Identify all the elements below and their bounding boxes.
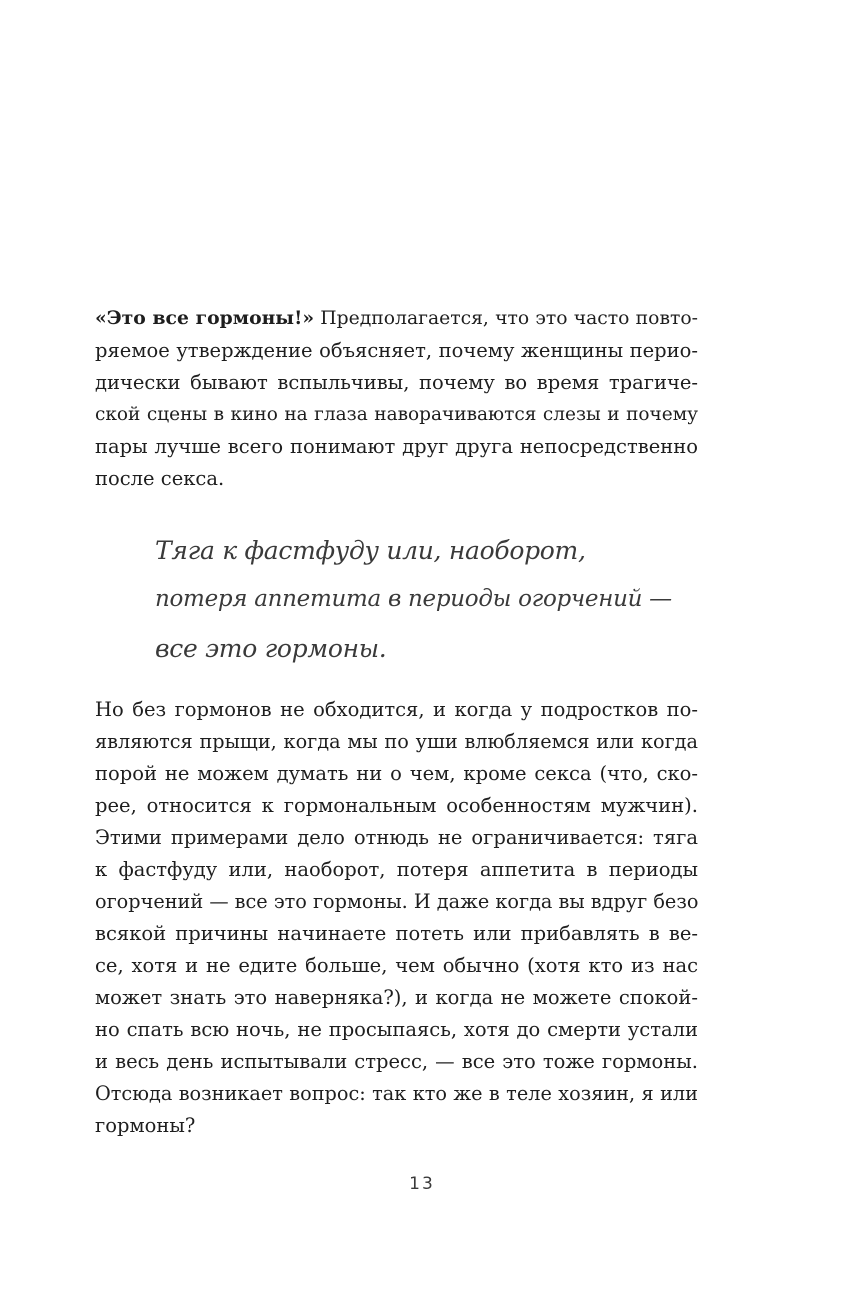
text-line: порой не можем думать ни о чем, кроме секса (что, ско-: [95, 762, 698, 785]
text-line: Этими примерами дело отнюдь не ограничивается: тяга: [95, 826, 698, 849]
text-line: всякой причины начинаете потеть или прибавлять в ве-: [95, 922, 698, 945]
text-line: [95, 302, 698, 335]
pull-quote: [155, 526, 675, 673]
text-line: может знать это наверняка?), и когда не можете спокой-: [95, 986, 698, 1009]
text-line: се, хотя и не едите больше, чем обычно (хотя кто из нас: [95, 954, 698, 977]
text-line: и весь день испытывали стресс, — все это тоже гормоны.: [95, 1050, 698, 1073]
text-line: огорчений — все это гормоны. И даже когда вы вдруг безо: [95, 890, 699, 913]
text-line: к фастфуду или, наоборот, потеря аппетита в периоды: [95, 858, 698, 881]
pull-quote-line: Тяга к фастфуду или, наоборот,: [155, 536, 586, 565]
text-line: но спать всю ночь, не просыпаясь, хотя до смерти устали: [95, 1018, 698, 1041]
text-line: ской сцены в кино на глаза наворачиваются слезы и почему: [95, 404, 698, 425]
text-line: Но без гормонов не обходится, и когда у подростков по-: [95, 698, 698, 721]
text-line: после секса.: [95, 467, 225, 490]
paragraph-intro: [95, 302, 698, 495]
bold-lead: «Это все гормоны!»: [95, 307, 315, 329]
page-number: 13: [409, 1174, 435, 1194]
text-line: Отсюда возникает вопрос: так кто же в теле хозяин, я или: [95, 1082, 698, 1105]
text-line: ряемое утверждение объясняет, почему женщины перио-: [95, 339, 698, 362]
pull-quote-line: все это гормоны.: [155, 634, 387, 663]
text-line: являются прыщи, когда мы по уши влюбляемся или когда: [95, 730, 698, 753]
pull-quote-line: потеря аппетита в периоды огорчений —: [155, 586, 672, 612]
text-line: пары лучше всего понимают друг друга непосредственно: [95, 435, 698, 458]
text-line: гормоны?: [95, 1114, 196, 1137]
paragraph-main: [95, 694, 698, 1142]
text-line-rest: Предполагается, что это часто повто-: [314, 308, 698, 329]
text-line: дически бывают вспыльчивы, почему во время трагиче-: [95, 371, 698, 394]
text-line: рее, относится к гормональным особенностям мужчин).: [95, 794, 698, 817]
